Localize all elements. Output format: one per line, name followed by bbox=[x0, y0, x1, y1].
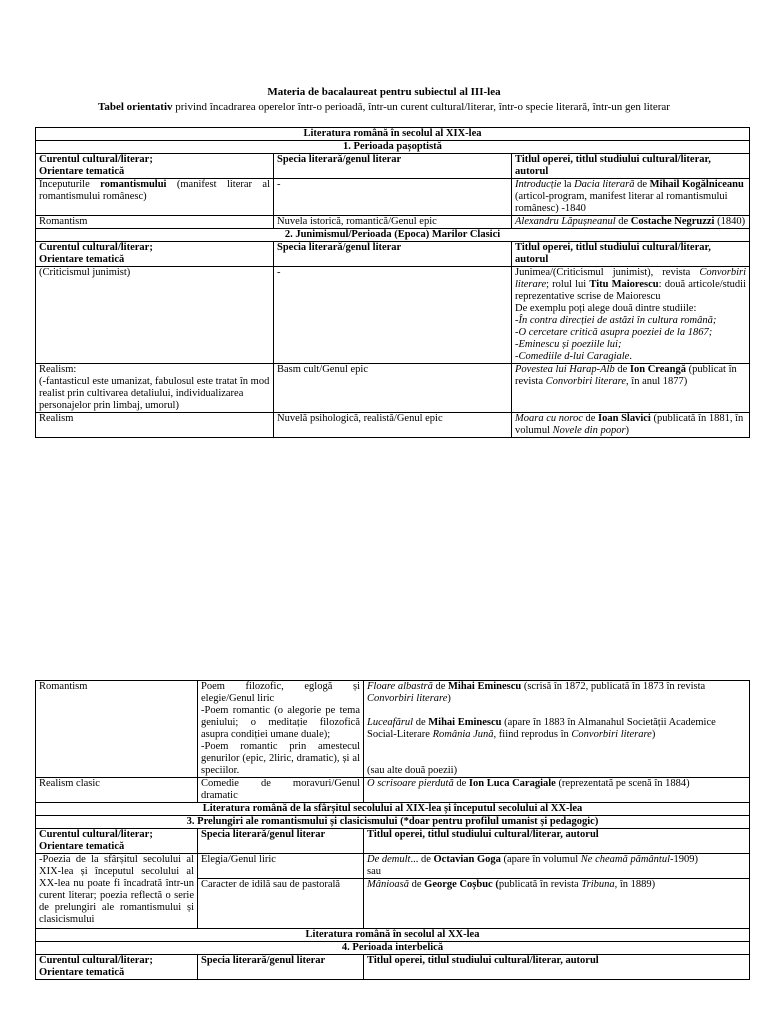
section-19th-century: Literatura română în secolul al XIX-lea bbox=[36, 128, 750, 141]
cell-species: Nuvelă psihologică, realistă/Genul epic bbox=[274, 413, 512, 438]
col-header-title: Titlul operei, titlul studiului cultural/literar, autorul bbox=[512, 154, 750, 179]
col-header-current: Curentul cultural/literar; Orientare tematică bbox=[36, 955, 198, 980]
table-row bbox=[36, 179, 750, 216]
cell-current: Romantism bbox=[36, 216, 274, 229]
col-header-species: Specia literară/genul literar bbox=[198, 829, 364, 854]
cell-current: -Poezia de la sfârșitul secolului al XIX-lea și începutul secolului al XX-lea nu poate fi încadrată într-un curent literar; poezia reflectă o serie de prelungiri ale romantismului și clasicismului bbox=[36, 854, 198, 929]
col-header-title: Titlul operei, titlul studiului cultural/literar, autorul bbox=[512, 242, 750, 267]
table-row bbox=[36, 364, 750, 413]
cell-species: Nuvela istorică, romantică/Genul epic bbox=[274, 216, 512, 229]
period-header-row bbox=[36, 229, 750, 242]
col-header-species: Specia literară/genul literar bbox=[274, 154, 512, 179]
cell-current: Începuturile romantismului (manifest literar al romantismului românesc) bbox=[36, 179, 274, 216]
cell-current: (Criticismul junimist) bbox=[36, 267, 274, 364]
cell-title: Alexandru Lăpușneanul de Costache Negruzzi (1840) bbox=[512, 216, 750, 229]
cell-species: Basm cult/Genul epic bbox=[274, 364, 512, 413]
subtitle-bold: Tabel orientativ bbox=[98, 101, 173, 113]
cell-current: Realism clasic bbox=[36, 778, 198, 803]
document-subtitle bbox=[0, 101, 768, 113]
cell-current: Romantism bbox=[36, 681, 198, 778]
section-19th-20th-century: Literatura română de la sfârșitul secolului al XIX-lea și începutul secolului al XX-lea bbox=[36, 803, 750, 816]
col-header-species: Specia literară/genul literar bbox=[198, 955, 364, 980]
period-1: 1. Perioada pașoptistă bbox=[36, 141, 750, 154]
cell-current: Realism: (-fantasticul este umanizat, fabulosul este tratat în mod realist prin cultivarea detaliului, individualizarea personajelor prin limbaj, umorul) bbox=[36, 364, 274, 413]
cell-title: De demult... de Octavian Goga (apare în volumul Ne cheamă pământul-1909) sau bbox=[364, 854, 750, 879]
cell-species: Elegia/Genul liric bbox=[198, 854, 364, 879]
table-part-2 bbox=[35, 680, 750, 980]
col-header-current: Curentul cultural/literar; Orientare tematică bbox=[36, 242, 274, 267]
cell-species: Poem filozofic, eglogă și elegie/Genul liric -Poem romantic (o alegorie pe tema geniului; o meditație filozofică asupra condiției umane duale); -Poem romantic prin amestecul genurilor (epic, 2liric, dramatic), și al speciilor. bbox=[198, 681, 364, 778]
document-title: Materia de bacalaureat pentru subiectul al III-lea bbox=[267, 86, 501, 98]
col-header-title: Titlul operei, titlul studiului cultural/literar, autorul bbox=[364, 955, 750, 980]
period-2: 2. Junimismul/Perioada (Epoca) Marilor Clasici bbox=[36, 229, 750, 242]
cell-title: Mânioasă de George Coșbuc (publicată în revista Tribuna, în 1889) bbox=[364, 879, 750, 929]
col-header-title: Titlul operei, titlul studiului cultural/literar, autorul bbox=[364, 829, 750, 854]
cell-title: Floare albastră de Mihai Eminescu (scrisă în 1872, publicată în 1873 în revista Convorbiri literare) Luceafărul de Mihai Eminescu (apare în 1883 în Almanahul Societății Academice Social-Literare România Jună, fiind reprodus în Convorbiri literare) (sau alte două poezii) bbox=[364, 681, 750, 778]
table-row bbox=[36, 216, 750, 229]
section-header-row bbox=[36, 803, 750, 816]
cell-current: Realism bbox=[36, 413, 274, 438]
col-header-current: Curentul cultural/literar; Orientare tematică bbox=[36, 829, 198, 854]
table-row bbox=[36, 854, 750, 879]
col-header-current: Curentul cultural/literar; Orientare tematică bbox=[36, 154, 274, 179]
column-header-row bbox=[36, 829, 750, 854]
column-header-row bbox=[36, 955, 750, 980]
cell-title: O scrisoare pierdută de Ion Luca Caragiale (reprezentată pe scenă în 1884) bbox=[364, 778, 750, 803]
cell-title: Moara cu noroc de Ioan Slavici (publicată în 1881, în volumul Novele din popor) bbox=[512, 413, 750, 438]
table-part-1 bbox=[35, 127, 750, 438]
period-3: 3. Prelungiri ale romantismului și clasicismului (*doar pentru profilul umanist și pedagogic) bbox=[36, 816, 750, 829]
cell-species: Caracter de idilă sau de pastorală bbox=[198, 879, 364, 929]
column-header-row bbox=[36, 154, 750, 179]
cell-species: - bbox=[274, 267, 512, 364]
col-header-species: Specia literară/genul literar bbox=[274, 242, 512, 267]
cell-title: Povestea lui Harap-Alb de Ion Creangă (publicat în revista Convorbiri literare, în anul 1877) bbox=[512, 364, 750, 413]
table-row bbox=[36, 778, 750, 803]
cell-species: - bbox=[274, 179, 512, 216]
section-header-row bbox=[36, 929, 750, 942]
cell-title: Junimea/(Criticismul junimist), revista Convorbiri literare; rolul lui Titu Maiorescu: două articole/studii reprezentative scrise de Maiorescu De exemplu poți alege două dintre studiile: -În contra direcției de astăzi în cultura română; -O cercetare critică asupra poeziei de la 1867; -Eminescu și poeziile lui; -Comediile d-lui Caragiale. bbox=[512, 267, 750, 364]
period-header-row bbox=[36, 816, 750, 829]
period-4: 4. Perioada interbelică bbox=[36, 942, 750, 955]
period-header-row bbox=[36, 141, 750, 154]
subtitle-text: privind încadrarea operelor într-o perioadă, într-un curent cultural/literar, într-o specie literară, într-un gen literar bbox=[172, 101, 670, 113]
section-header-row bbox=[36, 128, 750, 141]
section-20th-century: Literatura română în secolul al XX-lea bbox=[36, 929, 750, 942]
column-header-row bbox=[36, 242, 750, 267]
table-row bbox=[36, 267, 750, 364]
cell-title: Introducție la Dacia literară de Mihail Kogălniceanu (articol-program, manifest literar al romantismului românesc) -1840 bbox=[512, 179, 750, 216]
period-header-row bbox=[36, 942, 750, 955]
cell-species: Comedie de moravuri/Genul dramatic bbox=[198, 778, 364, 803]
table-row bbox=[36, 681, 750, 778]
table-row bbox=[36, 413, 750, 438]
